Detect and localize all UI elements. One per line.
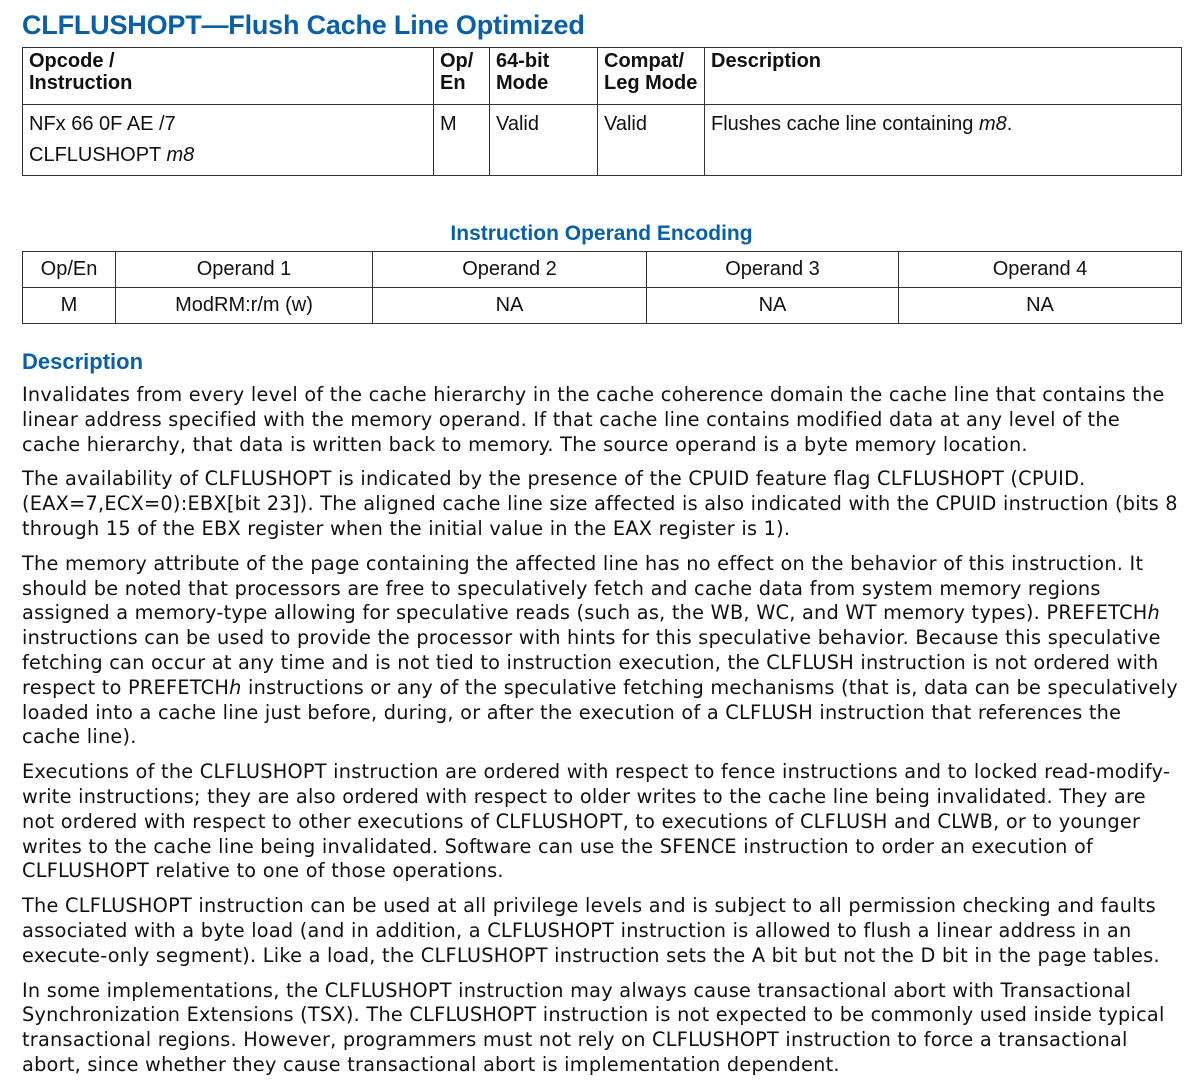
open-cell: M [434, 105, 490, 176]
opcode-table [22, 47, 1182, 176]
opcode-cell [23, 105, 434, 176]
opcode-header-line1: Opcode / [29, 50, 115, 72]
p3-part-c: instructions or any of the speculative fetching mechanisms (that is, data can be speculatively loaded into a cache line just before, during, or after the execution of a CLFLUSH instruction that references the cache line). [22, 675, 1178, 749]
open-header [434, 48, 490, 105]
description-paragraph-4: Executions of the CLFLUSHOPT instruction are ordered with respect to fence instructions and to locked read-modify-write instructions; they are also ordered with respect to older writes to the cache line being invalidated. They are not ordered with respect to other executions of CLFLUSHOPT, to executions of CLFLUSH and CLWB, or to younger writes to the cache line being invalidated. Software can use the SFENCE instruction to order an execution of CLFLUSHOPT relative to one of those operations. [22, 760, 1171, 883]
description-paragraph-5: The CLFLUSHOPT instruction can be used at all privilege levels and is subject to all permission checking and faults associated with a byte load (and in addition, a CLFLUSHOPT instruction is allowed to flush a linear address in an execute-only segment). Like a load, the CLFLUSHOPT instruction sets the A bit but not the D bit in the page tables. [22, 894, 1160, 967]
opcode-table-row [23, 105, 1182, 176]
opcode-instruction-header [23, 48, 434, 105]
p3-prefetch-h1: h [1147, 601, 1161, 625]
mode64-header-line1: 64-bit [496, 50, 550, 72]
encoding-operand2: NA [373, 288, 647, 324]
description-body [22, 383, 1182, 1088]
description-header: Description [705, 48, 1182, 105]
description-cell-operand: m8 [978, 113, 1007, 135]
encoding-header-row [23, 252, 1182, 288]
compat-header-line2: Leg Mode [604, 72, 698, 94]
instruction-header-line2: Instruction [29, 72, 133, 94]
description-cell-text: Flushes cache line containing [711, 113, 974, 135]
opcode-table-header-row [23, 48, 1182, 105]
encoding-table-caption: Instruction Operand Encoding [450, 222, 753, 245]
mode64-header-line2: Mode [496, 72, 549, 94]
description-heading: Description [22, 349, 144, 374]
opcode-bytes: NFx 66 0F AE /7 [29, 113, 176, 135]
encoding-operand3: NA [647, 288, 899, 324]
encoding-header-operand1: Operand 1 [116, 252, 373, 288]
encoding-header-operand2: Operand 2 [373, 252, 647, 288]
description-paragraph-2: The availability of CLFLUSHOPT is indicated by the presence of the CPUID feature flag CLFLUSHOPT (CPUID.(EAX=7,ECX=0):EBX[bit 23]). The aligned cache line size affected is also indicated with the CPUID instruction (bits 8 through 15 of the EBX register when the initial value in the EAX register is 1). [22, 467, 1178, 540]
mode64-header [490, 48, 598, 105]
encoding-operand4: NA [899, 288, 1182, 324]
instruction-mnemonic: CLFLUSHOPT [29, 144, 161, 166]
description-cell [705, 105, 1182, 176]
description-paragraph-1: Invalidates from every level of the cache hierarchy in the cache coherence domain the cache line that contains the linear address specified with the memory operand. If that cache line contains modified data at any level of the cache hierarchy, that data is written back to memory. The source operand is a byte memory location. [22, 383, 1165, 456]
encoding-open: M [23, 288, 116, 324]
encoding-header-operand4: Operand 4 [899, 252, 1182, 288]
page-title: CLFLUSHOPT—Flush Cache Line Optimized [22, 10, 585, 40]
compat-cell: Valid [598, 105, 705, 176]
compat-header [598, 48, 705, 105]
description-paragraph-3 [22, 552, 1182, 750]
encoding-header-open: Op/En [23, 252, 116, 288]
mode64-cell: Valid [490, 105, 598, 176]
encoding-header-operand3: Operand 3 [647, 252, 899, 288]
encoding-operand1: ModRM:r/m (w) [116, 288, 373, 324]
encoding-table [22, 251, 1182, 324]
p3-part-a: The memory attribute of the page containing the affected line has no effect on the behavior of this instruction. It should be noted that processors are free to speculatively fetch and cache data from system memory regions assigned a memory-type allowing for speculative reads (such as, the WB, WC, and WT memory types). PREFETCH [22, 551, 1148, 625]
open-header-line2: En [440, 72, 466, 94]
description-cell-end: . [1006, 113, 1013, 135]
instruction-operand: m8 [166, 144, 195, 166]
open-header-line1: Op/ [440, 50, 474, 72]
encoding-row [23, 288, 1182, 324]
p3-prefetch-h2: h [229, 675, 242, 699]
p3-part-b: instructions can be used to provide the processor with hints for this speculative behavior. Because this speculative fetching can occur at any time and is not tied to instruction execution, the CLFLUSH instruction is not ordered with respect to PREFETCH [22, 626, 1161, 699]
compat-header-line1: Compat/ [604, 50, 684, 72]
description-paragraph-6: In some implementations, the CLFLUSHOPT instruction may always cause transactional abort with Transactional Synchronization Extensions (TSX). The CLFLUSHOPT instruction is not expected to be commonly used inside typical transactional regions. However, programmers must not rely on CLFLUSHOPT instruction to force a transactional abort, since whether they cause transactional abort is implementation dependent. [22, 978, 1165, 1076]
